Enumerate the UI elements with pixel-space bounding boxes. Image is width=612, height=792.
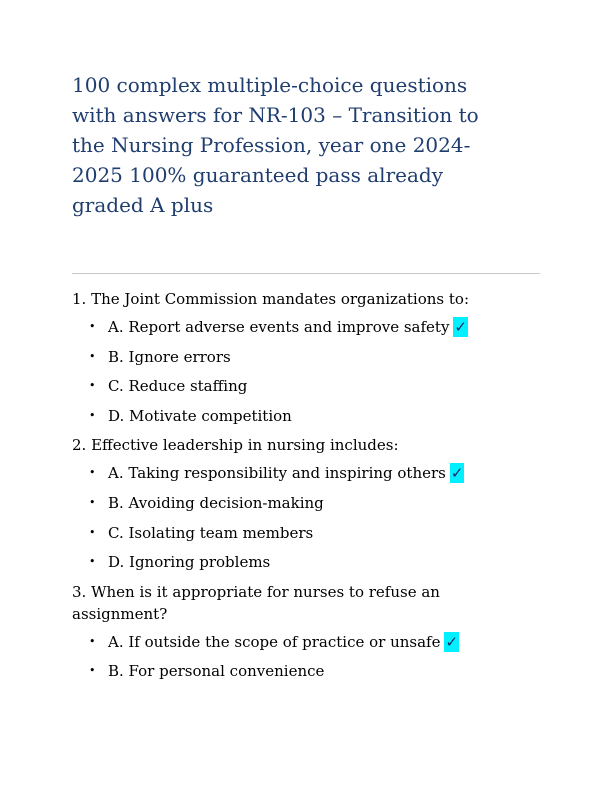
check-icon: ✓ [450, 464, 464, 483]
question-1 [72, 288, 540, 427]
option-list [72, 462, 540, 573]
bullet-icon: • [89, 525, 96, 539]
bullet-icon: • [89, 379, 96, 393]
option-label: B. Ignore errors [108, 347, 231, 366]
bullet-icon: • [89, 495, 96, 509]
option-label: C. Reduce staffing [108, 377, 248, 396]
option-label: A. Report adverse events and improve safety [108, 318, 450, 336]
document-header [72, 70, 540, 220]
option-label: B. For personal convenience [108, 662, 325, 681]
option-label: D. Ignoring problems [108, 553, 271, 572]
bullet-icon: • [89, 408, 96, 422]
question-prompt: Effective leadership in nursing includes: [91, 436, 399, 455]
option-item [72, 522, 540, 544]
question-prompt: The Joint Commission mandates organizations to: [91, 290, 469, 308]
option-label: D. Motivate competition [108, 406, 292, 425]
option-item [72, 462, 540, 484]
option-item [72, 316, 540, 338]
question-list [72, 288, 540, 690]
check-icon: ✓ [445, 632, 459, 651]
bullet-icon: • [89, 320, 96, 333]
bullet-icon: • [89, 634, 96, 648]
check-icon: ✓ [454, 318, 467, 336]
question-number: 1. [72, 290, 87, 308]
question-number: 2. [72, 436, 87, 455]
bullet-icon: • [89, 466, 96, 480]
question-number: 3. [72, 582, 87, 601]
bullet-icon: • [89, 555, 96, 569]
horizontal-divider [72, 273, 540, 274]
option-item [72, 405, 540, 427]
question-text [72, 288, 492, 310]
question-prompt: When is it appropriate for nurses to refuse an assignment? [72, 582, 440, 623]
option-item [72, 660, 540, 682]
question-2 [72, 434, 540, 573]
option-label: A. Taking responsibility and inspiring others [108, 464, 446, 483]
option-item [72, 551, 540, 573]
question-text [72, 581, 492, 625]
bullet-icon: • [89, 664, 96, 678]
option-list [72, 631, 540, 683]
question-text [72, 434, 492, 456]
bullet-icon: • [89, 349, 96, 363]
question-3 [72, 581, 540, 683]
option-label: B. Avoiding decision-making [108, 493, 324, 512]
option-list [72, 316, 540, 427]
option-label: A. If outside the scope of practice or unsafe [108, 632, 441, 651]
option-item [72, 346, 540, 368]
option-label: C. Isolating team members [108, 523, 314, 542]
option-item [72, 492, 540, 514]
document-title: 100 complex multiple-choice questions with answers for NR-103 – Transition to the Nursing Profession, year one 2024-2025 100% guaranteed pass already graded A plus [72, 73, 479, 217]
option-item [72, 375, 540, 397]
option-item [72, 631, 540, 653]
